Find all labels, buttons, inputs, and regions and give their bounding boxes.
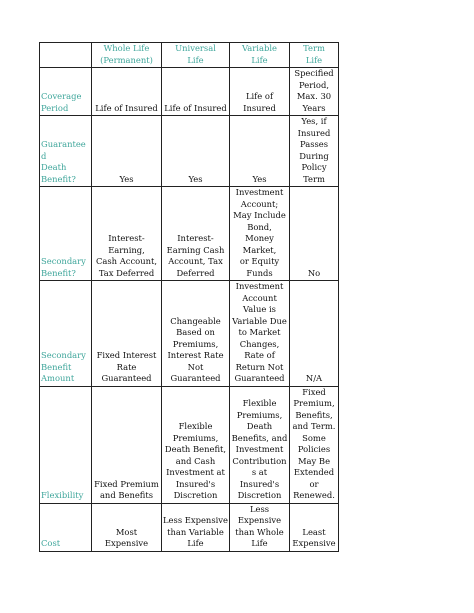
row-label: Flexibility [40, 386, 92, 503]
table-cell: Life of Insured [92, 68, 162, 116]
table-cell: Fixed Interest Rate Guaranteed [92, 281, 162, 387]
table-cell: Interest- Earning, Cash Account, Tax Deferred [92, 187, 162, 281]
table-row-secondary-benefit-amount [40, 281, 339, 387]
table-cell: Life of Insured [230, 68, 290, 116]
life-insurance-comparison-table [39, 42, 339, 552]
table-cell: Fixed Premium and Benefits [92, 386, 162, 503]
table-cell: Yes [92, 116, 162, 187]
table-cell: Interest- Earning Cash Account, Tax Deferred [162, 187, 230, 281]
table-row-guaranteed-death-benefit [40, 116, 339, 187]
table-cell: Least Expensive [290, 503, 339, 551]
row-label: Secondary Benefit Amount [40, 281, 92, 387]
table-cell: No [290, 187, 339, 281]
table-row-flexibility [40, 386, 339, 503]
table-header-row [40, 43, 339, 68]
table-cell: N/A [290, 281, 339, 387]
table-cell: Less Expensive than Variable Life [162, 503, 230, 551]
table-cell: Flexible Premiums, Death Benefit, and Cash Investment at Insured's Discretion [162, 386, 230, 503]
row-label: Cost [40, 503, 92, 551]
header-cell-term-life: Term Life [290, 43, 339, 68]
table-cell: Less Expensive than Whole Life [230, 503, 290, 551]
table-cell: Yes [162, 116, 230, 187]
table-row-secondary-benefit [40, 187, 339, 281]
table-cell: Yes, if Insured Passes During Policy Term [290, 116, 339, 187]
table-cell: Investment Account Value is Variable Due to Market Changes, Rate of Return Not Guaranteed [230, 281, 290, 387]
row-label: Coverage Period [40, 68, 92, 116]
header-cell-universal-life: Universal Life [162, 43, 230, 68]
table-row-coverage-period [40, 68, 339, 116]
table-cell: Life of Insured [162, 68, 230, 116]
header-cell-whole-life: Whole Life (Permanent) [92, 43, 162, 68]
row-label: Secondary Benefit? [40, 187, 92, 281]
table-cell: Changeable Based on Premiums, Interest Rate Not Guaranteed [162, 281, 230, 387]
table-cell: Investment Account; May Include Bond, Money Market, or Equity Funds [230, 187, 290, 281]
table-cell: Fixed Premium, Benefits, and Term. Some Policies May Be Extended or Renewed. [290, 386, 339, 503]
row-label: Guarantee d Death Benefit? [40, 116, 92, 187]
table-cell: Yes [230, 116, 290, 187]
table-cell: Specified Period, Max. 30 Years [290, 68, 339, 116]
header-cell-variable-life: Variable Life [230, 43, 290, 68]
table-cell: Flexible Premiums, Death Benefits, and Investment Contribution s at Insured's Discretion [230, 386, 290, 503]
header-cell-empty [40, 43, 92, 68]
table-row-cost [40, 503, 339, 551]
table-cell: Most Expensive [92, 503, 162, 551]
